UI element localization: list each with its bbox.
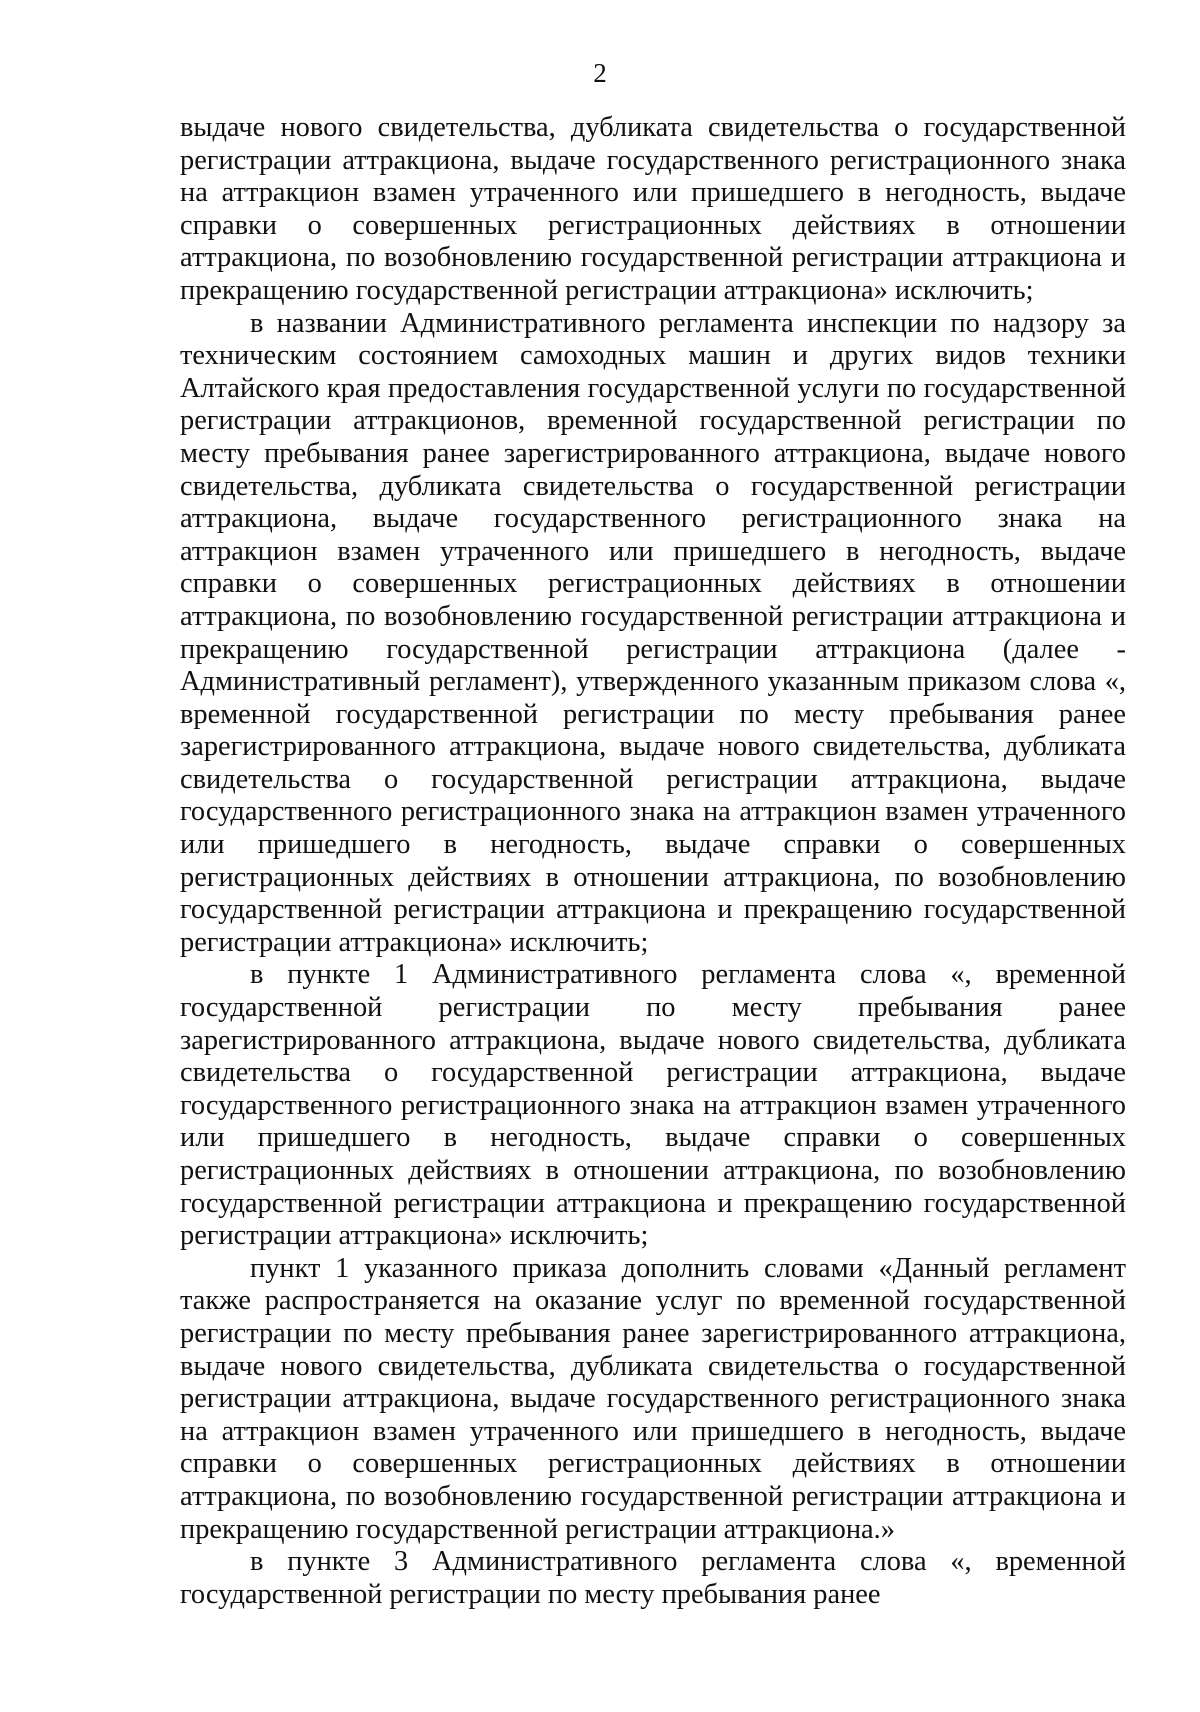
- paragraph-2: в названии Административного регламента инспекции по надзору за техническим состоянием самоходных машин и других видов техники Алтайского края предоставления государственной услуги по государственной регистрации аттракционов, временной государственной регистрации по месту пребывания ранее зарегистрированного аттракциона, выдаче нового свидетельства, дубликата свидетельства о государственной регистрации аттракциона, выдаче государственного регистрационного знака на аттракцион взамен утраченного или пришедшего в негодность, выдаче справки о совершенных регистрационных действиях в отношении аттракциона, по возобновлению государственной регистрации аттракциона и прекращению государственной регистрации аттракциона (далее - Административный регламент), утвержденного указанным приказом слова «, временной государственной регистрации по месту пребывания ранее зарегистрированного аттракциона, выдаче нового свидетельства, дубликата свидетельства о государственной регистрации аттракциона, выдаче государственного регистрационного знака на аттракцион взамен утраченного или пришедшего в негодность, выдаче справки о совершенных регистрационных действиях в отношении аттракциона, по возобновлению государственной регистрации аттракциона и прекращению государственной регистрации аттракциона» исключить;: [180, 307, 1126, 958]
- paragraph-3: в пункте 1 Административного регламента слова «, временной государственной регистрации по месту пребывания ранее зарегистрированного аттракциона, выдаче нового свидетельства, дубликата свидетельства о государственной регистрации аттракциона, выдаче государственного регистрационного знака на аттракцион взамен утраченного или пришедшего в негодность, выдаче справки о совершенных регистрационных действиях в отношении аттракциона, по возобновлению государственной регистрации аттракциона и прекращению государственной регистрации аттракциона» исключить;: [180, 959, 1126, 1252]
- paragraph-5: в пункте 3 Административного регламента слова «, временной государственной регистрации по месту пребывания ранее: [180, 1546, 1126, 1610]
- paragraph-1: выдаче нового свидетельства, дубликата свидетельства о государственной регистрации аттракциона, выдаче государственного регистрационного знака на аттракцион взамен утраченного или пришедшего в негодность, выдаче справки о совершенных регистрационных действиях в отношении аттракциона, по возобновлению государственной регистрации аттракциона и прекращению государственной регистрации аттракциона» исключить;: [180, 112, 1126, 306]
- paragraph-4: пункт 1 указанного приказа дополнить словами «Данный регламент также распространяется на оказание услуг по временной государственной регистрации по месту пребывания ранее зарегистрированного аттракциона, выдаче нового свидетельства, дубликата свидетельства о государственной регистрации аттракциона, выдаче государственного регистрационного знака на аттракцион взамен утраченного или пришедшего в негодность, выдаче справки о совершенных регистрационных действиях в отношении аттракциона, по возобновлению государственной регистрации аттракциона и прекращению государственной регистрации аттракциона.»: [180, 1252, 1126, 1545]
- page-number: 2: [593, 58, 607, 88]
- document-body: [180, 112, 1126, 1611]
